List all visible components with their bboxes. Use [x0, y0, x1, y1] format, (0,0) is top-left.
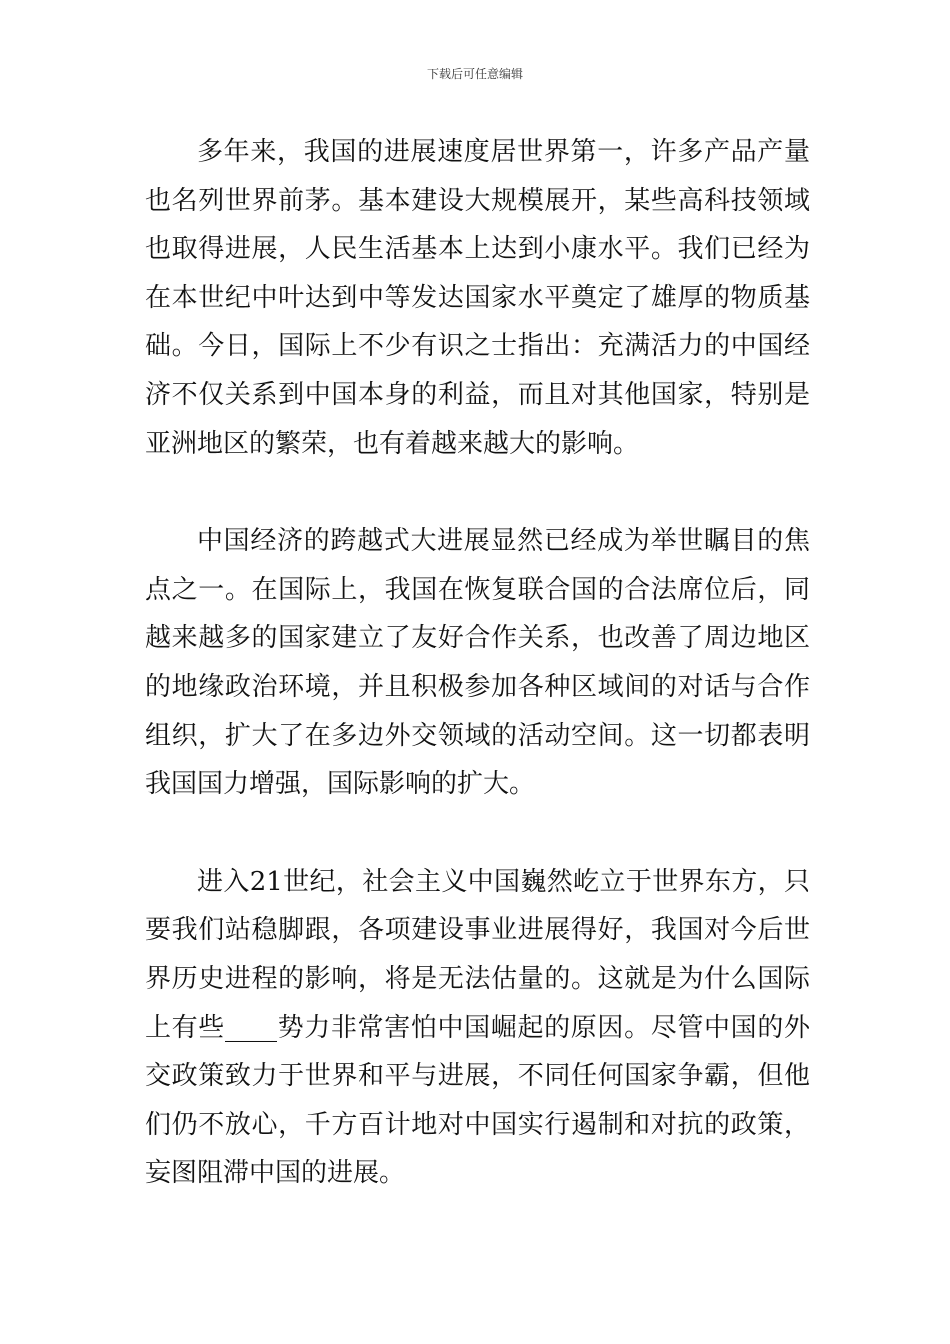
paragraph-2: 中国经济的跨越式大进展显然已经成为举世瞩目的焦点之一。在国际上，我国在恢复联合国的合法席位后，同越来越多的国家建立了友好合作关系，也改善了周边地区的地缘政治环境，并且积极参加各种区域间的对话与合作组织，扩大了在多边外交领域的活动空间。这一切都表明我国国力增强，国际影响的扩大。: [145, 526, 810, 800]
paragraph-1: 多年来，我国的进展速度居世界第一，许多产品产量也名列世界前茅。基本建设大规模展开，某些高科技领域也取得进展，人民生活基本上达到小康水平。我们已经为在本世纪中叶达到中等发达国家水平奠定了雄厚的物质基础。今日，国际上不少有识之士指出：充满活力的中国经济不仅关系到中国本身的利益，而且对其他国家，特别是亚洲地区的繁荣，也有着越来越大的影响。: [145, 137, 810, 459]
document-body: [145, 128, 810, 1198]
page-header-note: 下载后可任意编辑: [426, 67, 523, 81]
paragraph-3: 进入21世纪，社会主义中国巍然屹立于世界东方，只要我们站稳脚跟，各项建设事业进展得好，我国对今后世界历史进程的影响，将是无法估量的。这就是为什么国际上有些____势力非常害怕中国崛起的原因。尽管中国的外交政策致力于世界和平与进展，不同任何国家争霸，但他们仍不放心，千方百计地对中国实行遏制和对抗的政策，妄图阻滞中国的进展。: [145, 866, 810, 1189]
